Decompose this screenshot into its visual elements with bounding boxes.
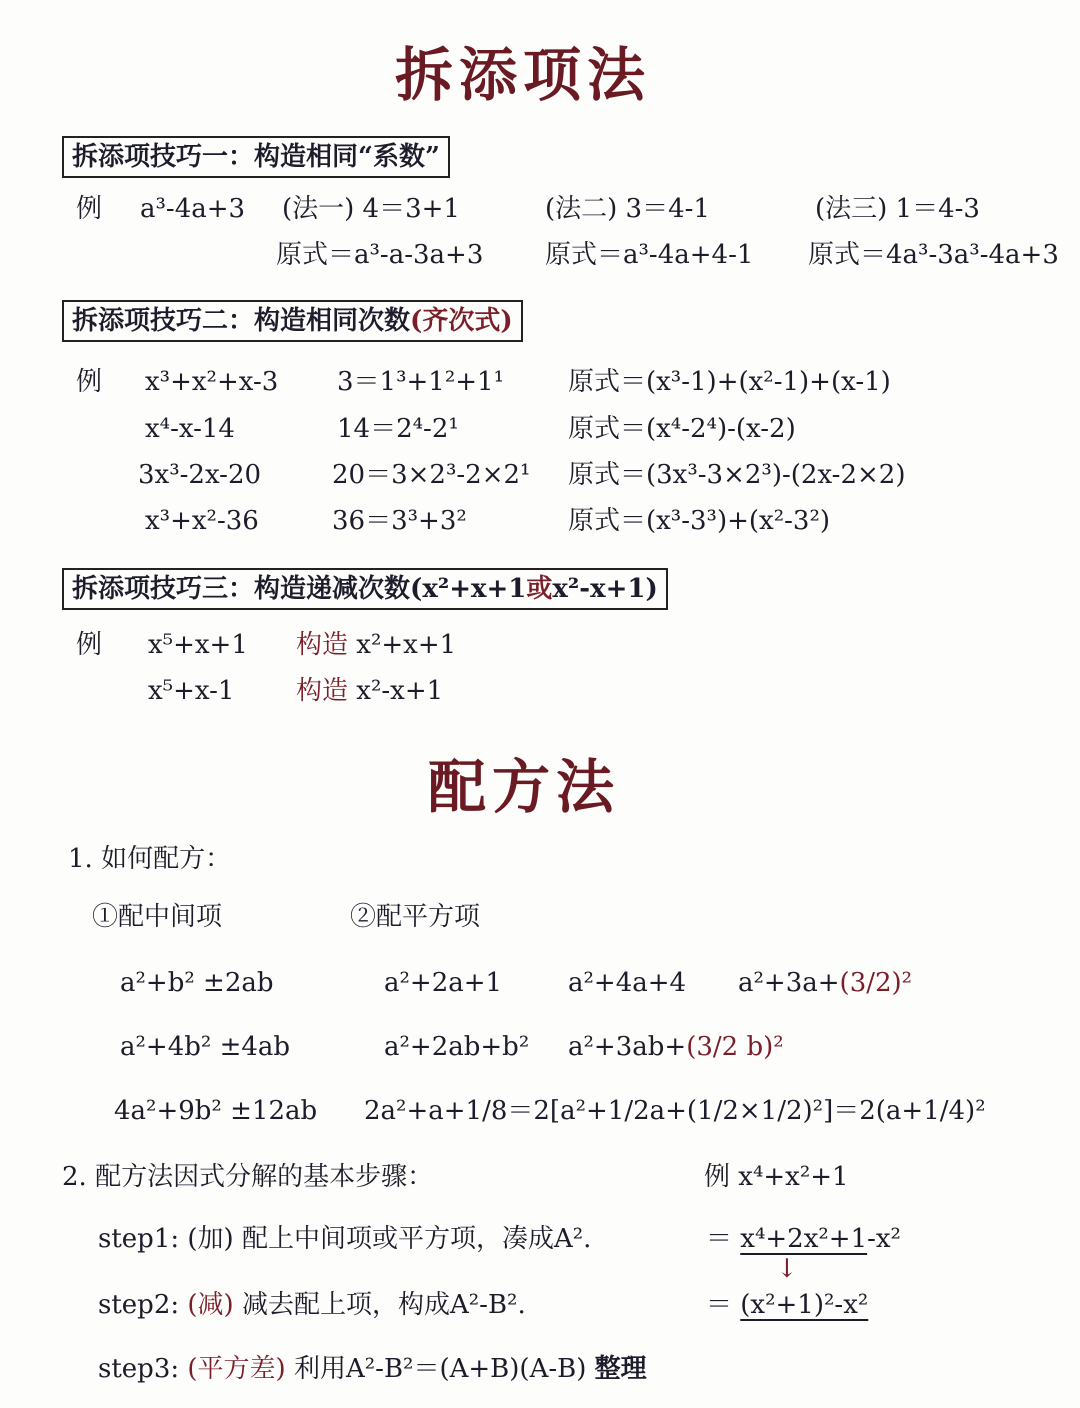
tip1-expression: a³-4a+3 (140, 194, 246, 224)
tip2-row1-expr: x³+x²+x-3 (145, 367, 279, 397)
tip2-row1-split: 3＝1³+1²+1¹ (337, 367, 505, 397)
step3-tail: 整理 (594, 1354, 647, 1384)
mid-item-1: a²+b² ±2ab (120, 968, 274, 998)
section-title-completing-square: 配方法 (428, 753, 621, 821)
factor-example-label: 例 (704, 1162, 731, 1192)
tip3-row1-expr: x⁵+x+1 (148, 630, 248, 660)
tip2-header-note: (齐次式) (410, 306, 513, 336)
tip1-method1-result: 原式＝a³-a-3a+3 (276, 240, 484, 270)
example-line1-tail: -x² (867, 1224, 901, 1254)
step1 (98, 1222, 591, 1256)
tip1-example-label: 例 (76, 194, 103, 224)
mid-item-2: a²+4b² ±4ab (120, 1032, 291, 1062)
tip3-header (62, 568, 668, 610)
sq-item-3-base: a²+3a+ (738, 968, 840, 998)
tip3-row1-construct (296, 628, 456, 662)
tip3-row2-poly: x²-x+1 (356, 676, 444, 706)
tip3-row2-construct-label: 构造 (296, 676, 349, 706)
tip2-row4-expr: x³+x²-36 (145, 506, 259, 536)
tip3-row2-construct (296, 674, 443, 708)
sq-item-3 (738, 966, 912, 1000)
sq-item-5-base: a²+3ab+ (568, 1032, 687, 1062)
example-line1 (706, 1222, 901, 1256)
tip3-example-label: 例 (76, 630, 103, 660)
step3 (98, 1352, 647, 1386)
sq-item-2: a²+4a+4 (568, 968, 687, 998)
tip2-row2-split: 14＝2⁴-2¹ (337, 414, 459, 444)
factor-example (704, 1160, 849, 1194)
step2-text: 减去配上项，构成A²-B². (241, 1290, 526, 1320)
tip1-method3-result: 原式＝4a³-3a³-4a+3 (808, 240, 1059, 270)
q1-heading: 1. 如何配方： (68, 844, 232, 874)
tip2-example-label: 例 (76, 367, 103, 397)
tip2-row1-result: 原式＝(x³-1)+(x²-1)+(x-1) (568, 367, 891, 397)
mid-item-3: 4a²+9b² ±12ab (114, 1096, 318, 1126)
tip3-row1-poly: x²+x+1 (356, 630, 457, 660)
sq-item-5 (568, 1030, 784, 1064)
tip3-header-main: 拆添项技巧三：构造递减次数 (72, 574, 411, 604)
tip1-method1: (法一) 4＝3+1 (282, 194, 460, 224)
step3-text: 利用A²-B²＝(A+B)(A-B) (293, 1354, 587, 1384)
tip1-method2: (法二) 3＝4-1 (545, 194, 710, 224)
option-middle-term: ①配中间项 (92, 902, 223, 932)
long-equation: 2a²+a+1/8＝2[a²+1/2a+(1/2×1/2)²]＝2(a+1/4)² (364, 1096, 986, 1126)
example-line2-eq: ＝ (706, 1290, 733, 1320)
tip2-row2-expr: x⁴-x-14 (145, 414, 235, 444)
tip2-header-main: 拆添项技巧二：构造相同次数 (72, 306, 411, 336)
step2-tag: (减) (187, 1290, 234, 1320)
example-line1-expr: x⁴+2x²+1 (740, 1224, 868, 1254)
tip2-row3-result: 原式＝(3x³-3×2³)-(2x-2×2) (568, 460, 906, 490)
option-square-term: ②配平方项 (350, 902, 481, 932)
tip1-header: 拆添项技巧一：构造相同“系数” (62, 136, 450, 178)
sq-item-3-red: (3/2)² (839, 968, 913, 998)
tip3-header-or: 或 (526, 574, 553, 604)
example-line2-expr: (x²+1)²-x² (740, 1290, 869, 1320)
tip2-row3-split: 20＝3×2³-2×2¹ (332, 460, 531, 490)
down-arrow-icon: ↓ (776, 1254, 798, 1284)
example-line1-eq: ＝ (706, 1224, 733, 1254)
q2-heading: 2. 配方法因式分解的基本步骤： (62, 1162, 434, 1192)
tip2-row3-expr: 3x³-2x-20 (138, 460, 262, 490)
step2 (98, 1288, 526, 1322)
tip2-row2-result: 原式＝(x⁴-2⁴)-(x-2) (568, 414, 796, 444)
step1-tag: (加) (187, 1224, 234, 1254)
step1-label: step1: (98, 1224, 180, 1254)
step3-tag: (平方差) (187, 1354, 286, 1384)
factor-example-expr: x⁴+x²+1 (738, 1162, 849, 1192)
sq-item-1: a²+2a+1 (384, 968, 503, 998)
example-line2 (706, 1288, 868, 1322)
tip3-header-paren: (x²+x+1 (410, 574, 527, 604)
tip3-header-tail: x²-x+1) (552, 574, 658, 604)
tip1-method2-result: 原式＝a³-4a+4-1 (545, 240, 754, 270)
tip2-header (62, 300, 523, 342)
tip2-row4-split: 36＝3³+3² (332, 506, 467, 536)
tip3-row1-construct-label: 构造 (296, 630, 349, 660)
tip1-method3: (法三) 1＝4-3 (815, 194, 980, 224)
sq-item-4: a²+2ab+b² (384, 1032, 530, 1062)
tip3-row2-expr: x⁵+x-1 (148, 676, 235, 706)
step1-text: 配上中间项或平方项，凑成A². (241, 1224, 592, 1254)
section-title-split-add: 拆添项法 (395, 41, 652, 109)
tip2-row4-result: 原式＝(x³-3³)+(x²-3²) (568, 506, 831, 536)
sq-item-5-red: (3/2 b)² (686, 1032, 784, 1062)
step2-label: step2: (98, 1290, 180, 1320)
step3-label: step3: (98, 1354, 180, 1384)
